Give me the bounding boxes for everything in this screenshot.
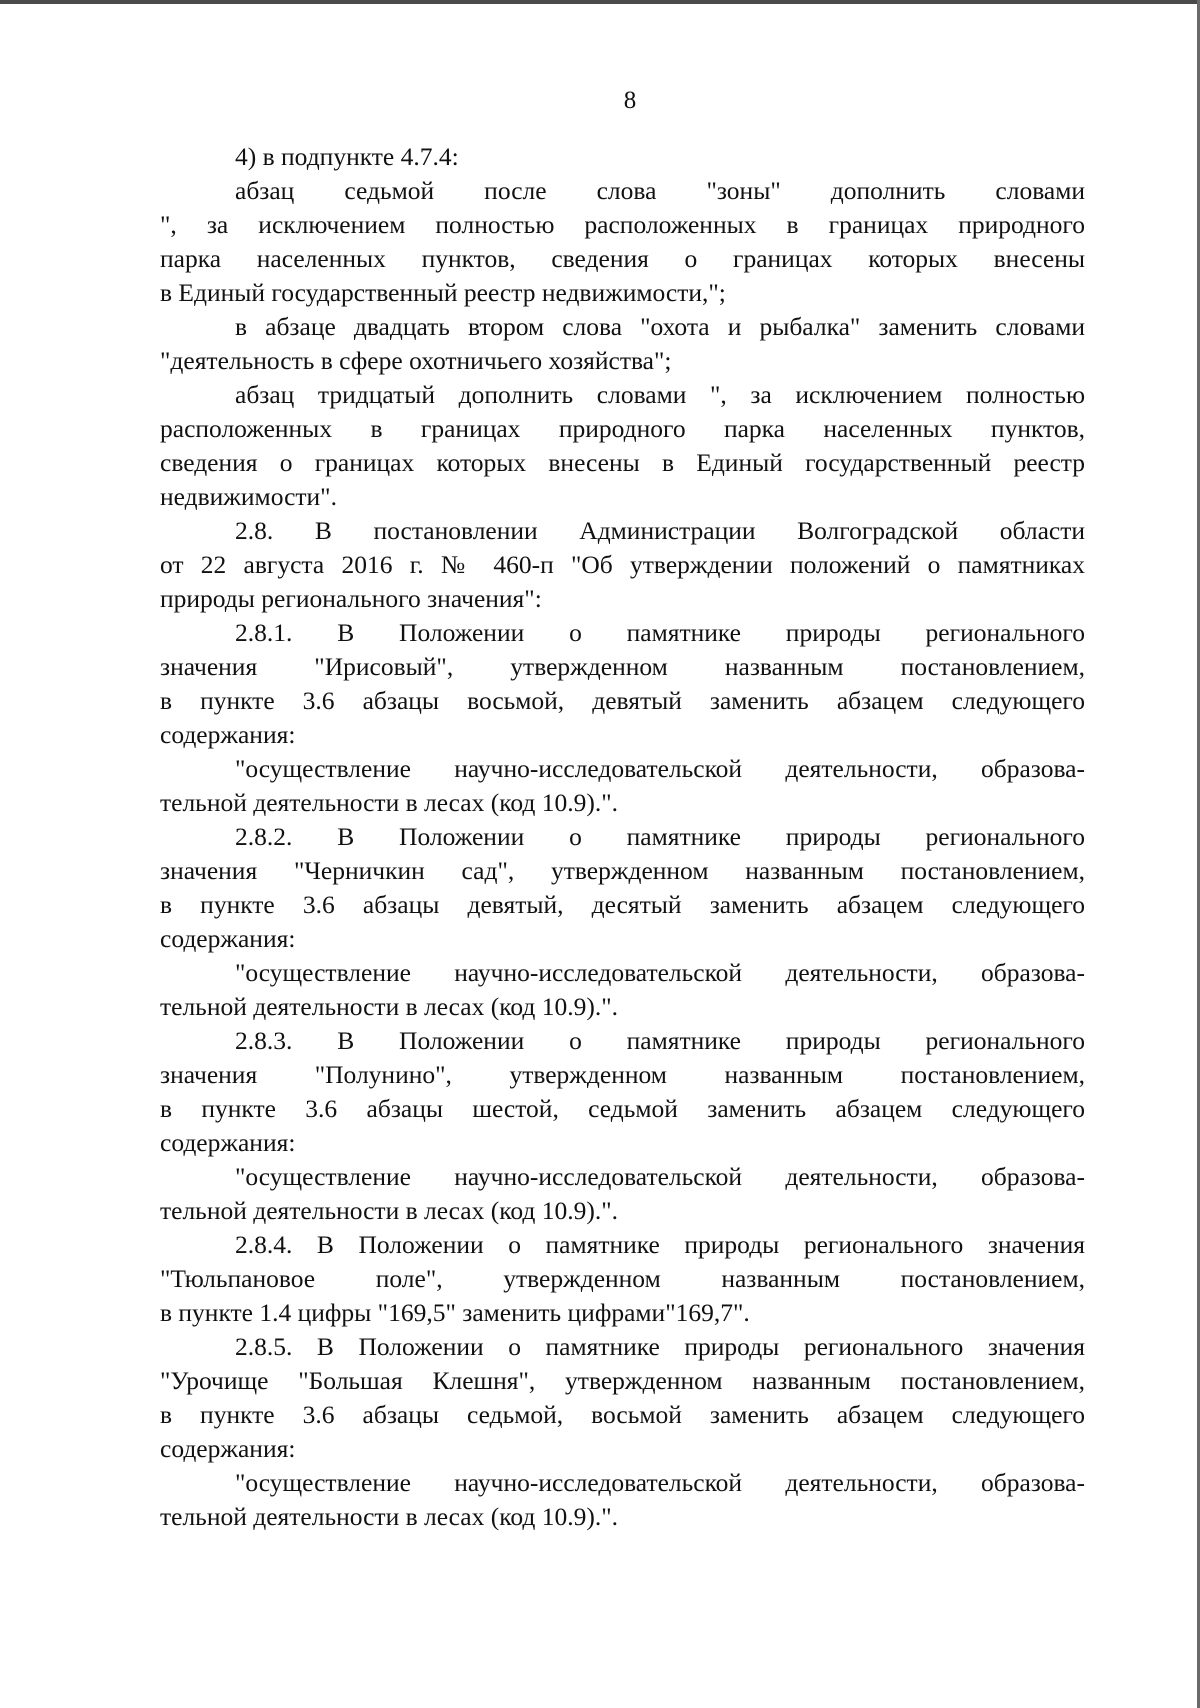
- paragraph-line: в пункте 3.6 абзацы седьмой, восьмой заменить абзацем следующего: [160, 1400, 1085, 1429]
- paragraph-line: абзац тридцатый дополнить словами ", за исключением полностью: [235, 380, 1085, 409]
- paragraph-line: "Тюльпановое поле", утвержденном названным постановлением,: [160, 1264, 1085, 1293]
- paragraph-line: от 22 августа 2016 г. № 460-п "Об утверждении положений о памятниках: [160, 550, 1085, 579]
- paragraph: [160, 378, 1085, 514]
- paragraph-line: содержания:: [160, 924, 296, 953]
- paragraph-line: в пункте 1.4 цифры "169,5" заменить цифрами"169,7".: [160, 1298, 750, 1327]
- paragraph: [160, 1466, 1085, 1534]
- paragraph-line: "деятельность в сфере охотничьего хозяйства";: [160, 346, 672, 375]
- document-body: [160, 140, 1085, 1534]
- paragraph-line: содержания:: [160, 1128, 296, 1157]
- paragraph: [160, 174, 1085, 310]
- paragraph-line: природы регионального значения":: [160, 584, 542, 613]
- paragraph: [160, 1330, 1085, 1466]
- paragraph: [160, 752, 1085, 820]
- paragraph-line: "осуществление научно-исследовательской деятельности, образова-: [235, 1468, 1085, 1497]
- paragraph-line: в пункте 3.6 абзацы восьмой, девятый заменить абзацем следующего: [160, 686, 1085, 715]
- paragraph: [160, 956, 1085, 1024]
- paragraph-line: тельной деятельности в лесах (код 10.9).".: [160, 1502, 618, 1531]
- paragraph-line: ", за исключением полностью расположенных в границах природного: [160, 210, 1085, 239]
- paragraph: [160, 1228, 1085, 1330]
- paragraph-line: "осуществление научно-исследовательской деятельности, образова-: [235, 958, 1085, 987]
- paragraph-line: 2.8.3. В Положении о памятнике природы регионального: [235, 1026, 1085, 1055]
- paragraph-line: в Единый государственный реестр недвижимости,";: [160, 278, 726, 307]
- scan-top-edge: [0, 0, 1200, 4]
- paragraph-line: 2.8. В постановлении Администрации Волгоградской области: [235, 516, 1085, 545]
- page-number: 8: [623, 87, 637, 114]
- paragraph-line: значения "Полунино", утвержденном названным постановлением,: [160, 1060, 1085, 1089]
- paragraph: [160, 140, 1085, 174]
- paragraph-line: недвижимости".: [160, 482, 337, 511]
- paragraph-line: тельной деятельности в лесах (код 10.9).".: [160, 992, 618, 1021]
- paragraph: [160, 820, 1085, 956]
- paragraph-line: "осуществление научно-исследовательской деятельности, образова-: [235, 1162, 1085, 1191]
- paragraph: [160, 310, 1085, 378]
- paragraph-line: "осуществление научно-исследовательской деятельности, образова-: [235, 754, 1085, 783]
- paragraph-line: тельной деятельности в лесах (код 10.9).".: [160, 788, 618, 817]
- paragraph-line: значения "Черничкин сад", утвержденном названным постановлением,: [160, 856, 1085, 885]
- paragraph-line: 2.8.1. В Положении о памятнике природы регионального: [235, 618, 1085, 647]
- paragraph-line: в пункте 3.6 абзацы шестой, седьмой заменить абзацем следующего: [160, 1094, 1085, 1123]
- paragraph-line: "Урочище "Большая Клешня", утвержденном названным постановлением,: [160, 1366, 1085, 1395]
- paragraph-line: сведения о границах которых внесены в Единый государственный реестр: [160, 448, 1085, 477]
- paragraph-line: 2.8.2. В Положении о памятнике природы регионального: [235, 822, 1085, 851]
- paragraph: [160, 1160, 1085, 1228]
- paragraph: [160, 1024, 1085, 1160]
- paragraph-line: в пункте 3.6 абзацы девятый, десятый заменить абзацем следующего: [160, 890, 1085, 919]
- paragraph-line: содержания:: [160, 720, 296, 749]
- paragraph-line: в абзаце двадцать втором слова "охота и рыбалка" заменить словами: [235, 312, 1085, 341]
- paragraph-line: содержания:: [160, 1434, 296, 1463]
- paragraph: [160, 616, 1085, 752]
- paragraph-line: 4) в подпункте 4.7.4:: [235, 142, 459, 171]
- paragraph: [160, 514, 1085, 616]
- paragraph-line: 2.8.5. В Положении о памятнике природы регионального значения: [235, 1332, 1085, 1361]
- paragraph-line: 2.8.4. В Положении о памятнике природы регионального значения: [235, 1230, 1085, 1259]
- paragraph-line: тельной деятельности в лесах (код 10.9).".: [160, 1196, 618, 1225]
- paragraph-line: значения "Ирисовый", утвержденном названным постановлением,: [160, 652, 1085, 681]
- paragraph-line: абзац седьмой после слова "зоны" дополнить словами: [235, 176, 1085, 205]
- paragraph-line: парка населенных пунктов, сведения о границах которых внесены: [160, 244, 1085, 273]
- paragraph-line: расположенных в границах природного парка населенных пунктов,: [160, 414, 1085, 443]
